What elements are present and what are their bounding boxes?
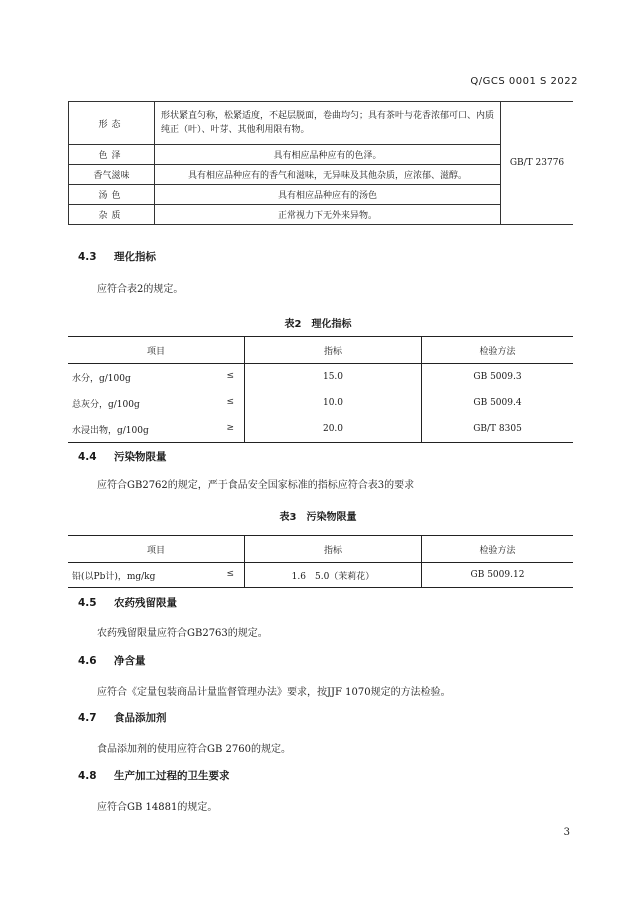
item-cell: 水浸出物，g/100g ≥ — [68, 416, 245, 443]
section-4-4-text: 应符合GB2762的规定，严于食品安全国家标准的指标应符合表3的要求 — [97, 480, 415, 491]
section-number: 4.4 — [78, 451, 97, 463]
value-cell: 10.0 — [245, 390, 422, 416]
table-row — [68, 390, 573, 416]
section-number: 4.3 — [78, 251, 97, 263]
value-cell: 15.0 — [245, 364, 422, 391]
section-title: 污染物限量 — [114, 451, 167, 463]
table-header-row — [68, 337, 573, 364]
table-row — [69, 185, 574, 205]
table-row — [69, 165, 574, 185]
item-name: 色泽 — [69, 145, 155, 165]
test-method: GB/T 23776 — [501, 102, 574, 225]
item-cell: 水分，g/100g ≤ — [68, 364, 245, 391]
method-cell: GB 5009.12 — [422, 563, 574, 588]
table-row — [68, 416, 573, 443]
section-4-6-heading — [78, 653, 146, 668]
item-name: 汤色 — [69, 185, 155, 205]
table-3-caption: 表3 污染物限量 — [279, 512, 357, 523]
section-title: 理化指标 — [114, 251, 156, 263]
table-2-caption: 表2 理化指标 — [284, 319, 352, 330]
table-row — [69, 145, 574, 165]
section-number: 4.5 — [78, 597, 97, 609]
section-4-3-text: 应符合表2的规定。 — [97, 284, 184, 295]
section-4-8-text: 应符合GB 14881的规定。 — [97, 802, 218, 813]
section-title: 农药残留限量 — [114, 597, 177, 609]
item-name: 香气滋味 — [69, 165, 155, 185]
contaminant-table — [68, 535, 573, 588]
section-4-7-heading — [78, 710, 167, 725]
table-row — [69, 102, 574, 145]
column-header: 项目 — [68, 337, 245, 364]
section-title: 食品添加剂 — [114, 712, 167, 724]
item-requirement: 具有相应品种应有的色泽。 — [155, 145, 501, 165]
column-header: 项目 — [68, 536, 245, 563]
table-row — [68, 364, 573, 391]
item-requirement: 形状紧直匀称，松紧适度，不起层脱面，卷曲均匀；具有茶叶与花香浓郁可口、内质纯正（叶）、叶芽、其他利用限有物。 — [155, 102, 501, 145]
column-header: 指标 — [245, 536, 422, 563]
section-number: 4.6 — [78, 655, 97, 667]
section-4-4-heading — [78, 449, 167, 464]
value-cell: 20.0 — [245, 416, 422, 443]
table-row — [68, 563, 573, 588]
item-name: 形态 — [69, 102, 155, 145]
sensory-requirements-table — [68, 101, 573, 225]
column-header: 检验方法 — [422, 536, 574, 563]
section-title: 净含量 — [114, 655, 146, 667]
section-4-5-text: 农药残留限量应符合GB2763的规定。 — [97, 628, 268, 639]
section-4-8-heading — [78, 768, 230, 783]
item-requirement: 具有相应品种应有的香气和滋味，无异味及其他杂质，应浓郁、滋醇。 — [155, 165, 501, 185]
value-cell: 1.6 5.0（茉莉花） — [245, 563, 422, 588]
method-cell: GB/T 8305 — [422, 416, 574, 443]
item-name: 杂质 — [69, 205, 155, 225]
method-cell: GB 5009.3 — [473, 372, 522, 382]
page-number: 3 — [563, 827, 570, 838]
section-4-6-text: 应符合《定量包装商品计量监督管理办法》要求，按JJF 1070规定的方法检验。 — [97, 687, 451, 698]
method-cell: GB 5009.4 — [473, 398, 522, 408]
item-cell: 总灰分，g/100g ≤ — [68, 390, 245, 416]
section-4-3-heading — [78, 249, 156, 264]
table-row — [69, 205, 574, 225]
section-4-7-text: 食品添加剂的使用应符合GB 2760的规定。 — [97, 744, 291, 755]
physicochemical-table — [68, 336, 573, 443]
table-header-row — [68, 536, 573, 563]
column-header: 检验方法 — [422, 337, 574, 364]
section-number: 4.8 — [78, 770, 97, 782]
item-requirement: 具有相应品种应有的汤色 — [155, 185, 501, 205]
item-requirement: 正常视力下无外来异物。 — [155, 205, 501, 225]
item-cell: 铅(以Pb计)，mg/kg ≤ — [68, 563, 245, 588]
section-title: 生产加工过程的卫生要求 — [114, 770, 230, 782]
section-4-5-heading — [78, 595, 177, 610]
column-header: 指标 — [245, 337, 422, 364]
document-id: Q/GCS 0001 S 2022 — [470, 76, 578, 87]
section-number: 4.7 — [78, 712, 97, 724]
